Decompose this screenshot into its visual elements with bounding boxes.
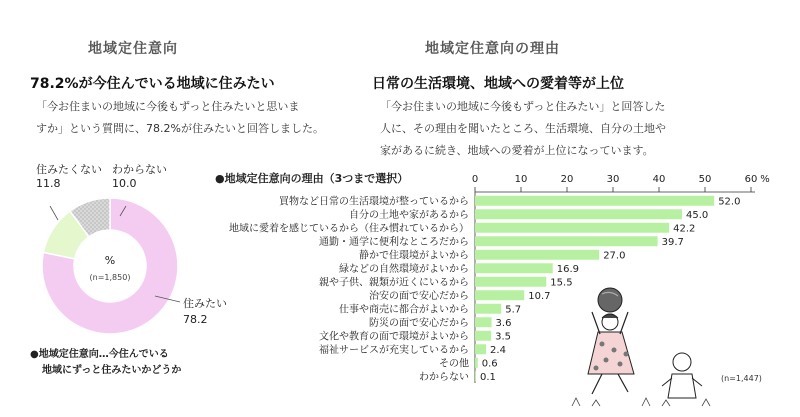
- donut-center-n: (n=1,850): [89, 273, 131, 282]
- axis-tick-label: 30: [606, 174, 620, 185]
- value-label: 0.1: [480, 371, 496, 383]
- axis-tick-label: 60: [744, 174, 758, 185]
- category-label: 買物など日常の生活環境が整っているから: [279, 196, 469, 208]
- value-label: 27.0: [603, 250, 626, 262]
- value-label: 45.0: [686, 209, 709, 221]
- bar-chart-heading: ●地域定住意向の理由（3つまで選択）: [215, 172, 409, 185]
- value-label: 5.7: [505, 304, 522, 316]
- donut-value-sumitai: 78.2: [183, 313, 208, 326]
- category-label: 治安の面で安心だから: [369, 290, 469, 302]
- left-section-title: 地域定住意向: [88, 41, 178, 57]
- bar: [475, 196, 714, 206]
- bar: [475, 250, 599, 260]
- left-footnote-line-2: 地域にずっと住みたいかどうか: [42, 365, 182, 376]
- value-label: 42.2: [673, 223, 696, 235]
- axis-unit-label: %: [760, 174, 770, 185]
- right-section-title: 地域定住意向の理由: [425, 41, 560, 57]
- category-label: 静かで住環境がよいから: [359, 250, 469, 262]
- category-label: 文化や教育の面で環境がよいから: [319, 331, 469, 343]
- left-body-line-1: 「今お住まいの地域に今後もずっと住みたいと思いま: [36, 100, 300, 113]
- bar: [475, 331, 491, 341]
- value-label: 39.7: [661, 236, 684, 248]
- category-label: 通勤・通学に便利なところだから: [319, 236, 469, 248]
- value-label: 0.6: [481, 358, 498, 370]
- bar: [475, 317, 492, 327]
- category-label: 防災の面で安心だから: [369, 317, 469, 329]
- axis-tick-label: 20: [560, 174, 574, 185]
- bar: [475, 371, 476, 381]
- donut-center-unit: %: [104, 254, 116, 267]
- category-label: 緑などの自然環境がよいから: [339, 263, 469, 275]
- donut-value-sumitakunai: 11.8: [36, 177, 61, 190]
- value-label: 10.7: [528, 290, 551, 302]
- left-footnote-line-1: ●地域定住意向…今住んでいる: [30, 349, 169, 360]
- category-label: その他: [439, 358, 469, 370]
- donut-label-sumitakunai: 住みたくない: [36, 163, 102, 176]
- bar: [475, 223, 669, 233]
- bar-chart-n-label: (n=1,447): [721, 374, 762, 383]
- category-label: 親や子供、親類が近くにいるから: [319, 277, 469, 289]
- donut-label-wakaranai: わからない: [112, 163, 167, 176]
- right-body-line-1: 「今お住まいの地域に今後もずっと住みたい」と回答した: [380, 100, 666, 113]
- category-label: 自分の土地や家があるから: [349, 209, 469, 221]
- right-headline: 日常の生活環境、地域への愛着等が上位: [372, 76, 624, 92]
- category-label: 仕事や商売に都合がよいから: [339, 304, 469, 316]
- bar: [475, 344, 486, 354]
- value-label: 3.6: [495, 317, 512, 329]
- bar: [475, 304, 501, 314]
- children-illustration: [562, 282, 722, 412]
- value-label: 15.5: [550, 277, 573, 289]
- category-label: 福祉サービスが充実しているから: [319, 344, 469, 356]
- right-body-line-2: 人に、その理由を聞いたところ、生活環境、自分の土地や: [380, 122, 666, 135]
- category-label: 地域に愛着を感じているから（住み慣れているから）: [229, 223, 469, 235]
- right-body-line-3: 家があるに続き、地域への愛着が上位になっています。: [380, 144, 654, 157]
- bar: [475, 236, 658, 246]
- axis-tick-label: 10: [514, 174, 528, 185]
- donut-value-wakaranai: 10.0: [112, 177, 137, 190]
- axis-tick-label: 0: [471, 174, 479, 185]
- left-headline: 78.2%が今住んでいる地域に住みたい: [30, 76, 275, 92]
- bar: [475, 263, 553, 273]
- value-label: 3.5: [495, 331, 512, 343]
- bar: [475, 277, 546, 287]
- value-label: 52.0: [718, 196, 741, 208]
- value-label: 2.4: [490, 344, 506, 356]
- axis-tick-label: 50: [698, 174, 712, 185]
- axis-tick-label: 40: [652, 174, 666, 185]
- bar: [475, 209, 682, 219]
- value-label: 16.9: [556, 263, 580, 275]
- left-body-line-2: すか」という質問に、78.2%が住みたいと回答しました。: [36, 122, 324, 135]
- bar: [475, 290, 524, 300]
- donut-label-sumitai: 住みたい: [183, 297, 227, 310]
- bar: [475, 358, 478, 368]
- category-label: わからない: [419, 371, 469, 383]
- donut-leader-lines: [30, 160, 210, 320]
